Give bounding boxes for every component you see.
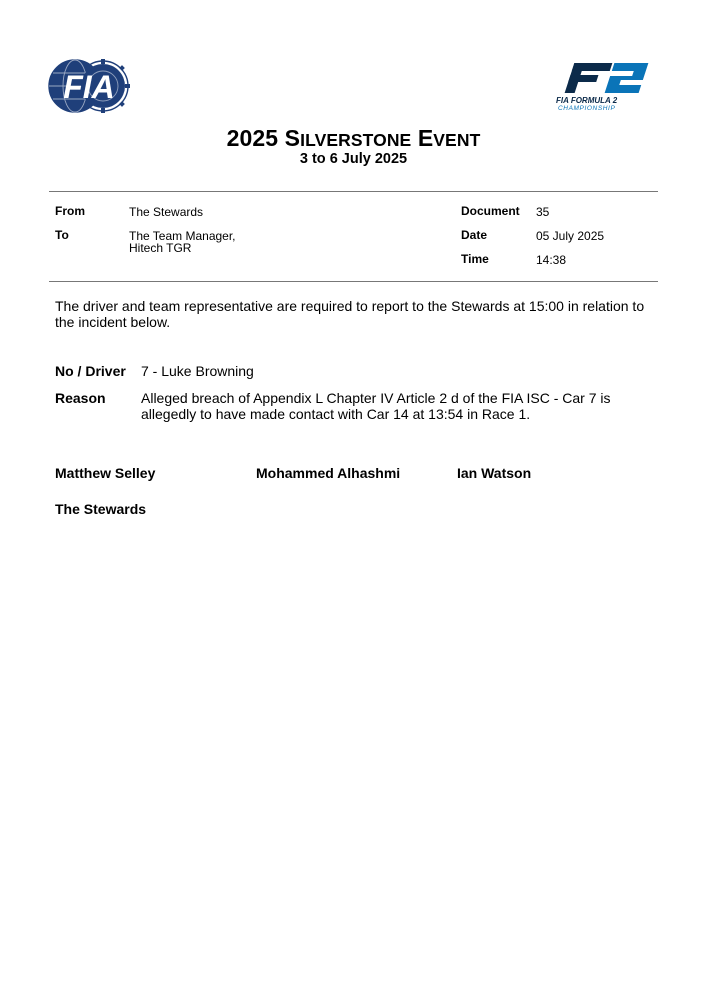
document-label: Document (461, 204, 520, 218)
driver-label: No / Driver (55, 363, 126, 379)
fia-logo (47, 57, 131, 115)
reason-value: Alleged breach of Appendix L Chapter IV Article 2 d of the FIA ISC - Car 7 is allegedly to have made contact with Car 14 at 13:54 in Race 1. (141, 390, 611, 422)
fia-logo-text: FIA (63, 69, 115, 105)
to-label: To (55, 228, 69, 242)
f2-logo-subtitle: CHAMPIONSHIP (558, 105, 616, 112)
reason-label: Reason (55, 390, 106, 406)
header-divider (49, 191, 658, 192)
date-value: 05 July 2025 (536, 229, 605, 243)
stewards-footer: The Stewards (55, 501, 147, 517)
date-label: Date (461, 228, 488, 242)
document-title: 2025 SILVERSTONE EVENT (226, 125, 481, 151)
time-label: Time (461, 252, 489, 266)
from-value: The Stewards (129, 205, 204, 219)
event-dates: 3 to 6 July 2025 (299, 151, 408, 167)
driver-value: 7 - Luke Browning (141, 363, 254, 379)
f2-championship-logo (552, 58, 658, 112)
steward-signature: Matthew Selley (55, 465, 156, 481)
summons-text: The driver and team representative are required to report to the Stewards at 15:00 in relation to the incident below. (55, 298, 645, 330)
steward-signature: Ian Watson (457, 465, 532, 481)
document-number: 35 (536, 205, 550, 219)
f2-logo-title: FIA FORMULA 2 (556, 96, 618, 105)
to-value: The Team Manager, Hitech TGR (129, 229, 236, 255)
meta-divider (49, 281, 658, 282)
steward-signature: Mohammed Alhashmi (256, 465, 401, 481)
time-value: 14:38 (536, 253, 567, 267)
from-label: From (55, 204, 85, 218)
